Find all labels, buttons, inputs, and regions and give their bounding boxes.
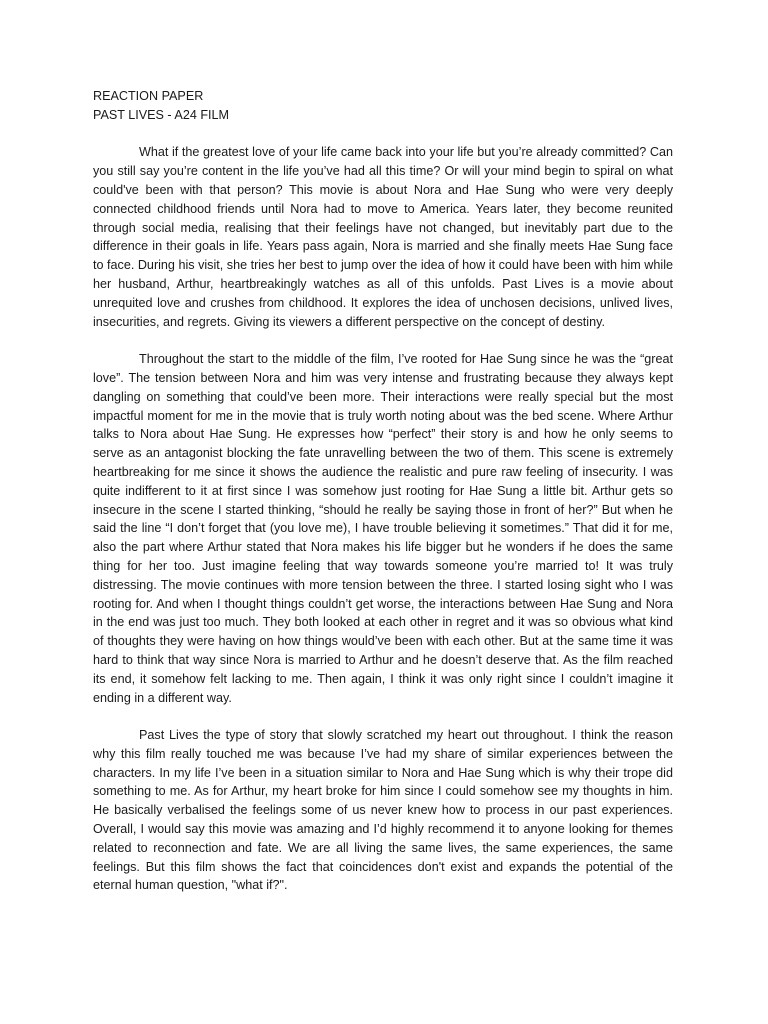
document-subtitle: PAST LIVES - A24 FILM — [93, 107, 230, 122]
paragraph-conclusion: Past Lives the type of story that slowly scratched my heart out throughout. I think the reason why this film really touched me was because I’ve had my share of similar experiences between the characters. In my life I’ve been in a situation similar to Nora and Hae Sung which is why their trope did something to me. As for Arthur, my heart broke for him since I could somehow see my thoughts in him. He basically verbalised the feelings some of us never knew how to process in our past experiences. Overall, I would say this movie was amazing and I’d highly recommend it to anyone looking for themes related to reconnection and fate. We are all living the same lives, the same experiences, the same feelings. But this film shows the fact that coincidences don't exist and expands the potential of the eternal human question, "what if?". — [93, 728, 673, 893]
paragraph-intro: What if the greatest love of your life came back into your life but you’re already committed? Can you still say you’re content in the life you’ve had all this time? Or will your mind begin to spiral on what could've been with that person? This movie is about Nora and Hae Sung who were very deeply connected childhood friends until Nora had to move to America. Years later, they become reunited through social media, realising that their feelings have not changed, but inevitably part due to the difference in their goals in life. Years pass again, Nora is married and she finally meets Hae Sung face to face. During his visit, she tries her best to jump over the idea of how it could have been with him while her husband, Arthur, heartbreakingly watches as all of this unfolds. Past Lives is a movie about unrequited love and crushes from childhood. It explores the idea of unchosen decisions, unlived lives, insecurities, and regrets. Giving its viewers a different perspective on the concept of destiny. — [93, 145, 673, 329]
document-body — [93, 87, 673, 895]
paragraph-analysis: Throughout the start to the middle of the film, I’ve rooted for Hae Sung since he was the “great love”. The tension between Nora and him was very intense and frustrating because they always kept dangling on something that could’ve been more. Their interactions were really special but the most impactful moment for me in the movie that is truly worth noting about was the bed scene. Where Arthur talks to Nora about Hae Sung. He expresses how “perfect” their story is and how he only seems to serve as an antagonist blocking the fate unravelling between the two of them. This scene is extremely heartbreaking for me since it shows the audience the realistic and pure raw feeling of insecurity. I was quite indifferent to it at first since I was somehow just rooting for Hae Sung a little bit. Arthur gets so insecure in the scene I started thinking, “should he really be saying those in front of her?” But when he said the line “I don’t forget that (you love me), I have trouble believing it sometimes.” That did it for me, also the part where Arthur stated that Nora makes his life bigger but he wonders if he does the same thing for her too. Just imagine feeling that way towards someone you’re married to! It was truly distressing. The movie continues with more tension between the three. I started losing sight who I was rooting for. And when I thought things couldn’t get worse, the interactions between Hae Sung and Nora in the end was just too much. They both looked at each other in regret and it was so obvious what kind of thoughts they were having on how things would’ve been with each other. But at the same time it was hard to think that way since Nora is married to Arthur and he doesn’t deserve that. As the film reached its end, it somehow felt lacking to me. Then again, I think it was only right since I couldn’t imagine it ending in a different way. — [93, 352, 673, 705]
heading-spacer — [93, 125, 673, 144]
document-title: REACTION PAPER — [93, 89, 204, 103]
